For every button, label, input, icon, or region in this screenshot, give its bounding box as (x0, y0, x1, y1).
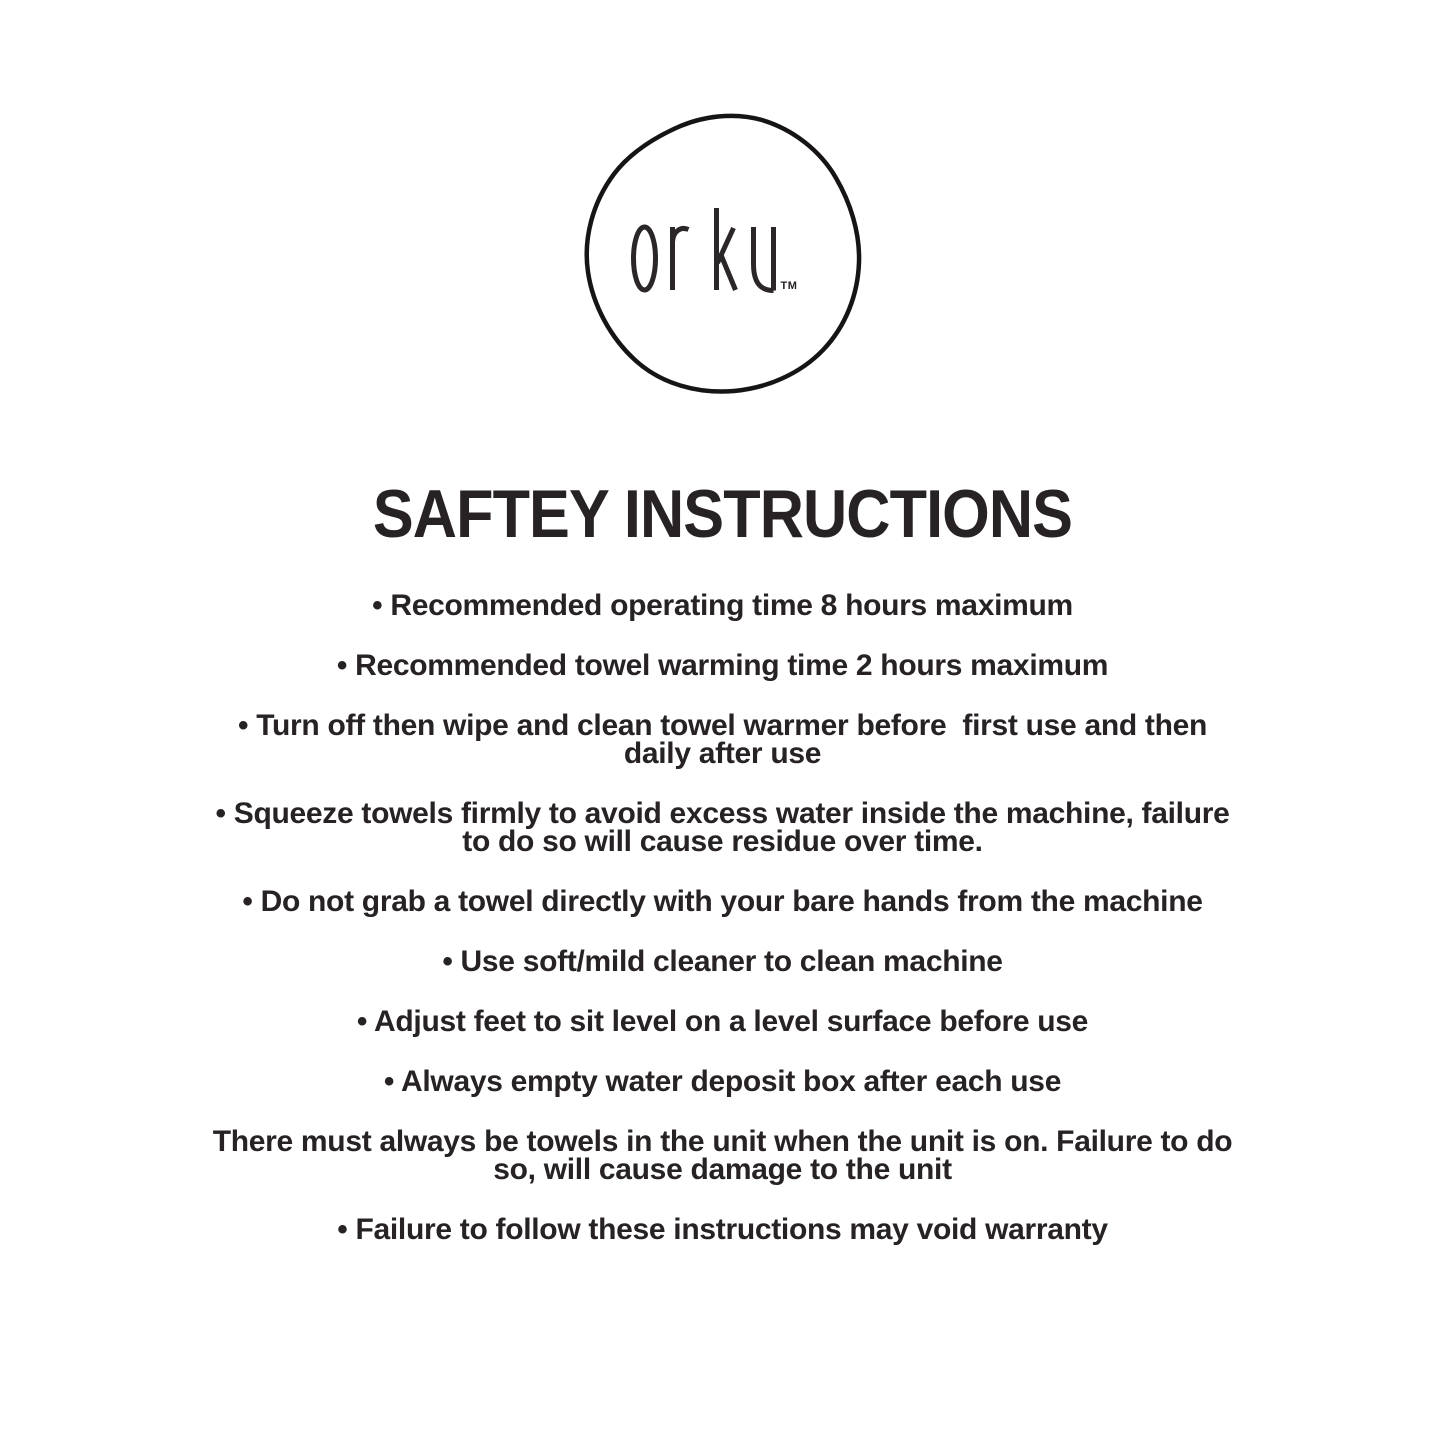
list-item-line: • Turn off then wipe and clean towel warmer before first use and then (237, 709, 1208, 742)
orku-logotype (578, 112, 868, 396)
list-item-line: so, will cause damage to the unit (493, 1153, 952, 1186)
trademark-label: TM (780, 280, 798, 292)
list-item-line: • Failure to follow these instructions may void warranty (337, 1213, 1108, 1246)
list-item (93, 649, 1353, 682)
list-item-line: • Use soft/mild cleaner to clean machine (442, 945, 1003, 978)
list-item (93, 885, 1353, 918)
safety-list (93, 589, 1353, 1246)
list-item-line: • Always empty water deposit box after each use (383, 1065, 1062, 1098)
list-item (93, 797, 1353, 858)
list-item-line: There must always be towels in the unit when the unit is on. Failure to do (212, 1125, 1233, 1158)
list-item (93, 945, 1353, 978)
list-item (93, 1065, 1353, 1098)
list-item-line: to do so will cause residue over time. (462, 825, 983, 858)
list-item (93, 1213, 1353, 1246)
list-item (93, 1125, 1353, 1186)
list-item-line: • Squeeze towels firmly to avoid excess water inside the machine, failure (215, 797, 1230, 830)
list-item-line: • Do not grab a towel directly with your bare hands from the machine (242, 885, 1203, 918)
list-item-line: • Recommended towel warming time 2 hours maximum (336, 649, 1109, 682)
list-item-line: • Adjust feet to sit level on a level surface before use (356, 1005, 1089, 1038)
brand-logo (578, 112, 868, 396)
page-title: SAFTEY INSTRUCTIONS (372, 476, 1073, 552)
list-item-line: daily after use (623, 737, 822, 770)
list-item (93, 589, 1353, 622)
list-item (93, 709, 1353, 770)
list-item (93, 1005, 1353, 1038)
list-item-line: • Recommended operating time 8 hours maximum (372, 589, 1073, 622)
